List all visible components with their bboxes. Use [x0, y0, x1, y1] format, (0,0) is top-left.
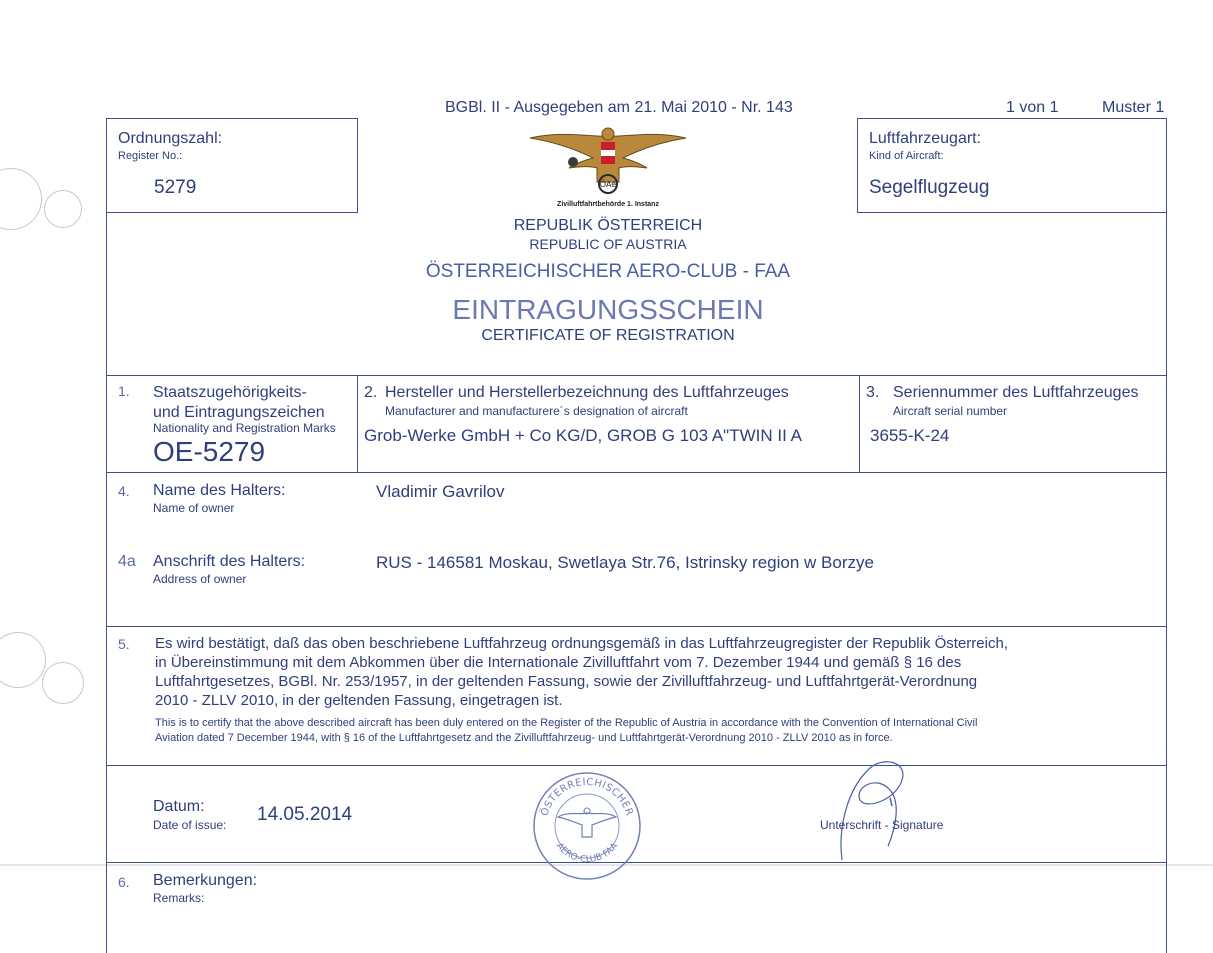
svg-text:AERO-CLUB FAA — [554, 841, 621, 865]
row-line — [106, 626, 1167, 627]
svg-text:ÖSTERREICHISCHER — [537, 777, 634, 818]
club-name: ÖSTERREICHISCHER AERO-CLUB - FAA — [425, 261, 791, 282]
field1-label-de-2: und Eintragungszeichen — [153, 404, 325, 421]
template-label: Muster 1 — [1102, 99, 1165, 116]
serial-number-value: 3655-K-24 — [870, 426, 950, 445]
register-no-value: 5279 — [154, 177, 197, 198]
col-line — [859, 375, 860, 472]
certification-text-de-1: Es wird bestätigt, daß das oben beschriebene Luftfahrzeug ordnungsgemäß in das Luftfahrzeugregister der Republik Österreich, — [155, 635, 1008, 652]
frame-top-left — [106, 118, 358, 119]
issue-date-label: Datum: — [153, 798, 205, 815]
stamp-icon — [532, 771, 642, 881]
stamp-text-bottom: AERO-CLUB FAA — [553, 841, 621, 866]
republic-de: REPUBLIK ÖSTERREICH — [513, 217, 703, 234]
logo-badge-text: ÖAe — [599, 180, 617, 189]
certification-text-de-3: Luftfahrtgesetzes, BGBl. Nr. 253/1957, in der geltenden Fassung, sowie der Zivilluftfahrzeug- und Luftfahrtgerät-Verordnung — [155, 673, 978, 690]
logo-caption: Zivilluftfahrtbehörde 1. Instanz — [557, 201, 659, 208]
owner-name-value: Vladimir Gavrilov — [376, 482, 505, 501]
punch-hole — [44, 190, 82, 228]
field4-label-de: Name des Halters: — [153, 482, 286, 499]
field1-label-de-1: Staatszugehörigkeits- — [153, 384, 307, 401]
page-number: 1 von 1 — [1006, 99, 1059, 116]
certification-text-de-4: 2010 - ZLLV 2010, in der geltenden Fassung, eingetragen ist. — [155, 692, 563, 709]
owner-address-value: RUS - 146581 Moskau, Swetlaya Str.76, Istrinsky region w Borzye — [376, 553, 874, 572]
field2-label-de: Hersteller und Herstellerbezeichnung des Luftfahrzeuges — [385, 384, 789, 401]
certificate-title: EINTRAGUNGSSCHEIN — [452, 294, 764, 325]
field3-label-de: Seriennummer des Luftfahrzeuges — [893, 384, 1139, 401]
republic-en: REPUBLIC OF AUSTRIA — [529, 236, 687, 252]
field3-label-en: Aircraft serial number — [893, 404, 1008, 418]
field5-number: 5. — [118, 636, 130, 652]
field6-number: 6. — [118, 874, 130, 890]
certification-text-en-1: This is to certify that the above described aircraft has been duly entered on the Register of the Republic of Austria in accordance with the Convention of International Civil — [155, 717, 978, 729]
kind-box-bottom — [857, 212, 1167, 213]
stamp-text-top: ÖSTERREICHISCHER — [539, 776, 635, 818]
register-box-right — [357, 118, 358, 212]
authority-logo — [525, 124, 691, 208]
field2-label-en: Manufacturer and manufacturere´s designation of aircraft — [385, 404, 688, 418]
row-line — [106, 472, 1167, 473]
kind-box-left — [857, 118, 858, 212]
issue-date-label-en: Date of issue: — [153, 818, 227, 832]
official-stamp — [532, 771, 642, 881]
remarks-label: Bemerkungen: — [153, 872, 258, 889]
eagle-icon — [525, 124, 691, 196]
row-line — [106, 765, 1167, 766]
punch-hole — [0, 632, 46, 688]
register-box-bottom — [106, 212, 358, 213]
register-no-label: Ordnungszahl: — [118, 130, 223, 147]
certification-text-en-2: Aviation dated 7 December 1944, with § 16 of the Luftfahrtgesetz and the Zivilluftfahrzeug- und Luftfahrtgerät-Verordnung 2010 - ZLLV 2010 as in force. — [155, 732, 893, 744]
field1-number: 1. — [118, 383, 130, 399]
register-no-label-en: Register No.: — [118, 150, 183, 162]
frame-top-right — [857, 118, 1167, 119]
field4a-number: 4a — [118, 553, 136, 570]
punch-hole — [42, 662, 84, 704]
field4a-label-en: Address of owner — [153, 572, 247, 586]
manufacturer-value: Grob-Werke GmbH + Co KG/D, GROB G 103 A"TWIN II A — [364, 426, 802, 445]
field4-label-en: Name of owner — [153, 501, 235, 515]
col-line — [357, 375, 358, 472]
kind-of-aircraft-label: Luftfahrzeugart: — [869, 130, 982, 147]
frame-left — [106, 118, 107, 953]
frame-right — [1166, 118, 1167, 953]
gazette-reference: BGBl. II - Ausgegeben am 21. Mai 2010 - Nr. 143 — [445, 99, 793, 116]
field4a-label-de: Anschrift des Halters: — [153, 553, 306, 570]
remarks-label-en: Remarks: — [153, 891, 205, 905]
field2-number: 2. — [364, 384, 378, 401]
punch-hole — [0, 168, 42, 230]
kind-of-aircraft-label-en: Kind of Aircraft: — [869, 150, 944, 162]
certification-text-de-2: in Übereinstimmung mit dem Abkommen über die Internationale Zivilluftfahrt vom 7. Dezember 1944 und gemäß § 16 des — [155, 654, 962, 671]
title-block — [358, 217, 858, 346]
field4-number: 4. — [118, 483, 130, 499]
handwritten-signature — [832, 760, 922, 864]
row-line — [106, 375, 1167, 376]
certificate-title-en: CERTIFICATE OF REGISTRATION — [481, 327, 735, 344]
field3-number: 3. — [866, 384, 880, 401]
kind-of-aircraft-value: Segelflugzeug — [869, 177, 990, 198]
registration-mark-value: OE-5279 — [153, 436, 266, 467]
issue-date-value: 14.05.2014 — [257, 804, 353, 825]
certification-text — [155, 634, 1155, 746]
signature-label: Unterschrift - Signature — [820, 818, 944, 832]
field1-label-en: Nationality and Registration Marks — [153, 421, 336, 435]
